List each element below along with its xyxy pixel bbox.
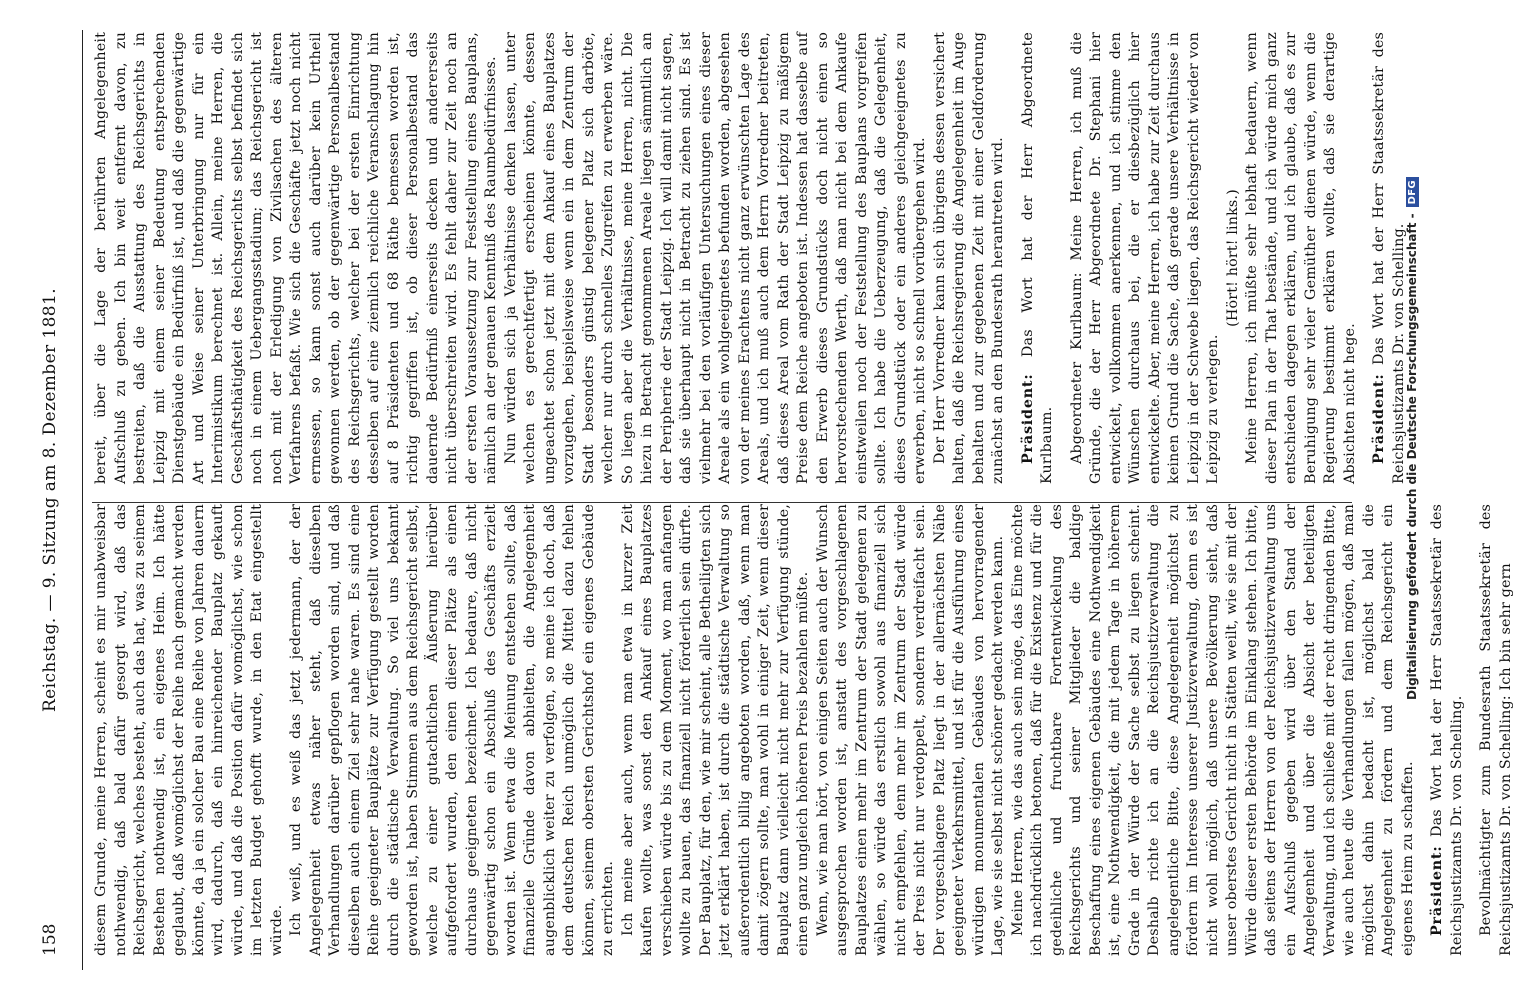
column-divider	[92, 502, 1352, 503]
right-text-column	[92, 32, 1407, 484]
paragraph-spacer	[1418, 504, 1428, 956]
paragraph	[502, 32, 931, 484]
left-text-column	[92, 504, 1514, 956]
paragraph-spacer	[1058, 32, 1068, 484]
paragraph-text: (Hört! hört! links.)	[1224, 189, 1241, 327]
speaker-label: Präsident:	[1429, 845, 1445, 936]
paragraph-text: Wenn, wie man hört, von einigen Seiten auch der Wunsch ausgesprochen worden ist, anstatt des vorgeschlagenen Bauplatzes einen mehr im Zentrum der Stadt gelegenen zu wählen, so würde das erstlich sowohl aus finanziell sich nicht empfehlen, denn mehr im Zentrum der Stadt würde der Preis nicht nur verdoppelt, sondern verdreifacht sein. Der vorgeschlagene Platz liegt in der allernächsten Nähe geeigneter Verkehrsmittel, und ist für die Ausführung eines würdigen monumentalen Gebäudes von hervorragender Lage, wie sie selbst nicht schöner gedacht werden kann.	[814, 504, 1006, 956]
speaker-label: Präsident:	[1371, 373, 1387, 464]
paragraph	[1243, 32, 1360, 484]
page-header	[40, 30, 68, 970]
paragraph-text: Der Herr Vorredner kann sich übrigens dessen versichert halten, daß die Reichsregierung die Angelegenheit im Auge behalten und zur gegebenen Zeit mit einer Geldforderung zunächst an den Bundesrath herantreten wird.	[931, 32, 1006, 484]
paragraph	[92, 32, 502, 484]
paragraph-text: Ich weiß, und es weiß das jetzt jedermann, der der Angelegenheit etwas näher steht, daß dieselben Verhandlungen darüber gepflogen worden sind, und daß dieselben auch einem Ziel sehr nahe waren. Es sind eine Reihe geeigneter Bauplätze zur Verfügung gestellt worden durch die städtische Verwaltung. So viel uns bekannt geworden ist, haben Stimmen aus dem Reichsgericht selbst, welche zu einer gutachtlichen Äußerung hierüber aufgefordert wurden, den einen dieser Plätze als einen durchaus geeigneten bezeichnet. Ich bedaure, daß nicht gegenwärtig schon ein Abschluß des Geschäfts erzielt worden ist. Wenn etwa die Meinung entstehen sollte, daß finanzielle Gründe davon abhielten, die Angelegenheit augenblicklich weiter zu verfolgen, so meine ich doch, daß dem deutschen Reich unmöglich die Mittel dazu fehlen können, seinem obersten Gerichtshof ein eigenes Gebäude zu errichten.	[288, 504, 616, 956]
paragraph	[287, 504, 619, 956]
paragraph	[1019, 32, 1058, 484]
header-rule	[82, 30, 83, 970]
paragraph-text: diesem Grunde, meine Herren, scheint es mir unabweisbar nothwendig, daß bald dafür gesorgt wird, daß das Reichsgericht, welches besteht, auch das hat, was zu seinem Bestehen nothwendig ist, ein eigenes Heim. Ich hätte geglaubt, daß womöglichst der Reihe nach gemacht werden könnte, da ja ein solcher Bau eine Reihe von Jahren dauern wird, dadurch, daß ein hinreichender Bauplatz gekauft würde, und daß die Position dafür womöglichst, wie schon im letzten Budget gehofft wurde, in den Etat eingestellt würde.	[93, 504, 285, 956]
paragraph	[1370, 32, 1409, 484]
paragraph-spacer	[1467, 504, 1477, 956]
paragraph-text: Abgeordneter Kurlbaum: Meine Herren, ich muß die Gründe, die der Herr Abgeordnete Dr. Stephani hier entwickelt, vollkommen anerkennen, und ich stimme den Wünschen durchaus bei, die er diesbezüglich hier entwickelte. Aber, meine Herren, ich habe zur Zeit durchaus keinen Grund die Sache, daß gerade unsere Verhältnisse in Leipzig in der Schwebe liegen, das Reichsgericht wieder von Leipzig zu verlegen.	[1068, 32, 1221, 484]
paragraph	[1477, 504, 1516, 956]
speaker-label: Präsident:	[1019, 373, 1036, 464]
paragraph-text: Nun würden sich ja Verhältnisse denken lassen, unter welchen es gerechtfertigt erscheinen könnte, dessen ungeachtet schon jetzt mit dem Ankauf eines Bauplatzes vorzugehen, beispielsweise wenn ein in dem Zentrum der Stadt besonders günstig belegener Platz sich darböte, welcher nur durch schnelles Zugreifen zu erwerben wäre. So liegen aber die Verhältnisse, meine Herren, nicht. Die hiezu in Betracht genommenen Areale liegen sämmtlich an der Peripherie der Stadt Leipzig. Ich will damit nicht sagen, daß sie überhaupt nicht in Betracht zu ziehen sind. Es ist vielmehr bei den vorläufigen Untersuchungen eines dieser Areale als ein wohlgeeignetes befunden worden, abgesehen von der meines Erachtens nicht ganz erwünschten Lage des Areals, und ich muß auch dem Herrn Vorredner beitreten, daß dieses Areal vom Rath der Stadt Leipzig zu mäßigem Preise dem Reiche angeboten ist. Indessen hat dasselbe auf den Erwerb dieses Grundstücks doch nicht einen so hervorstechenden Werth, daß man nicht bei dem Ankaufe einstweilen noch der Feststellung des Bauplans vorgreifen sollte. Ich habe die Ueberzeugung, daß die Gelegenheit, dieses Grundstück oder ein anderes gleichgeeignetes zu erwerben, nicht so schnell vorübergehen wird.	[502, 32, 928, 484]
paragraph	[814, 504, 1009, 956]
paragraph	[1224, 32, 1244, 484]
paragraph-text: bereit, über die Lage der berührten Angelegenheit Aufschluß zu geben. Ich bin weit entfernt davon, zu bestreiten, daß die Ausstattung des Reichsgerichts in Leipzig mit einem seiner Bedeutung entsprechenden Dienstgebäude ein Bedürfniß ist, und daß die gegenwärtige Art und Weise seiner Unterbringung nur für ein Interimistikum berechnet ist. Allein, meine Herren, die Geschäftsthätigkeit des Reichsgerichts selbst befindet sich noch in einem Uebergangsstadium; das Reichsgericht ist noch mit der Erledigung von Zivilsachen des älteren Verfahrens befaßt. Wie sich die Geschäfte jetzt noch nicht ermessen, so kann sonst auch darüber kein Urtheil gewonnen werden, ob der gegenwärtige Personalbestand des Reichsgerichts, welcher bei der ersten Einrichtung desselben auf eine ziemlich reichliche Veranschlagung hin auf 8 Präsidenten und 68 Räthe bemessen worden ist, richtig gegriffen ist, ob dieser Personalbestand das dauernde Bedürfniß einerseits decken und andererseits nicht überschreiten wird. Es fehlt daher zur Zeit noch an der ersten Voraussetzung zur Feststellung eines Bauplans, nämlich an der genauen Kenntniß des Raumbedürfnisses.	[93, 32, 499, 484]
credit-text: Digitalisierung gefördert durch die Deutsche Forschungsgemeinschaft -	[1405, 213, 1419, 700]
paragraph-spacer	[1360, 32, 1370, 484]
paragraph	[931, 32, 1009, 484]
paragraph	[1428, 504, 1467, 956]
paragraph-spacer	[1009, 32, 1019, 484]
paragraph-text: Meine Herren, ich müßte sehr lebhaft bedauern, wenn dieser Plan in der That bestände, und ich würde mich ganz entschieden dagegen erklären, und ich glaube, daß es zur Beruhigung sehr vieler Gemüther dienen würde, wenn die Regierung bestimmt erklären wollte, daß sie derartige Absichten nicht hege.	[1244, 32, 1358, 484]
paragraph	[1009, 504, 1419, 956]
paragraph-text: Meine Herren, wie das auch sein möge, das Eine möchte ich nachdrücklich betonen, daß für die Existenz und für die gedeihliche und fruchtbare Fortentwickelung des Reichsgerichts und seiner Mitglieder die baldige Beschaffung eines eigenen Gebäudes eine Nothwendigkeit ist, eine Nothwendigkeit, die mit jedem Tage in höherem Grade in der Würde der Sache selbst zu liegen scheint. Deshalb richte ich an die Reichsjustizverwaltung die angelegentliche Bitte, diese Angelegenheit möglichst zu fördern im Interesse unserer Justizverwaltung, denn es ist nicht wohl möglich, daß unsere Bevölkerung sieht, daß unser oberstes Gericht nicht in Stätten weilt, wie sie mit der Würde dieser ersten Behörde im Einklang stehen. Ich bitte, daß seitens der Herren von der Reichsjustizverwaltung uns ein Aufschluß gegeben wird über den Stand der Angelegenheit und über die Absicht der beteiligten Verwaltung, und ich schließe mit der recht dringenden Bitte, wie auch heute die Verhandlungen fallen mögen, daß man möglichst dahin bedacht ist, möglichst bald die Angelegenheit zu fördern und dem Reichsgericht ein eigenes Heim zu schaffen.	[1009, 504, 1416, 956]
page-number: 158	[40, 923, 60, 956]
paragraph	[1068, 32, 1224, 484]
digitization-credit	[1405, 40, 1419, 700]
paragraph-text: Ich meine aber auch, wenn man etwa in kurzer Zeit kaufen wollte, was sonst den Ankauf eines Bauplatzes verschieben würde bis zu dem Moment, wo man anfangen wollte zu bauen, das finanziell nicht förderlich sein dürfte. Der Bauplatz, für den, wie mir scheint, alle Betheiligten sich jetzt erklärt haben, ist durch die städtische Verwaltung so außerordentlich billig angeboten worden, daß, wenn man damit zögern sollte, man wohl in einiger Zeit, wenn dieser Bauplatz dann vielleicht nicht mehr zur Verfügung stünde, einen ganz ungleich höheren Preis bezahlen müßte.	[619, 504, 811, 956]
paragraph-text: Bevollmächtigter zum Bundesrath Staatssekretär des Reichsjustizamts Dr. von Schelling: Ich bin sehr gern	[1478, 504, 1514, 956]
paragraph	[619, 504, 814, 956]
paragraph-text: Das Wort hat der Herr Staatssekretär des Reichsjustizamts Dr. von Schelling.	[1371, 32, 1407, 484]
page-title: Reichstag. — 9. Sitzung am 8. Dezember 1881.	[40, 287, 60, 713]
paragraph	[92, 504, 287, 956]
paragraph-text: Das Wort hat der Herr Staatssekretär des Reichsjustizamts Dr. von Schelling.	[1429, 504, 1465, 956]
paragraph-text: Das Wort hat der Herr Abgeordnete Kurlbaum.	[1019, 32, 1055, 484]
dfg-logo: DFG	[1406, 177, 1419, 207]
